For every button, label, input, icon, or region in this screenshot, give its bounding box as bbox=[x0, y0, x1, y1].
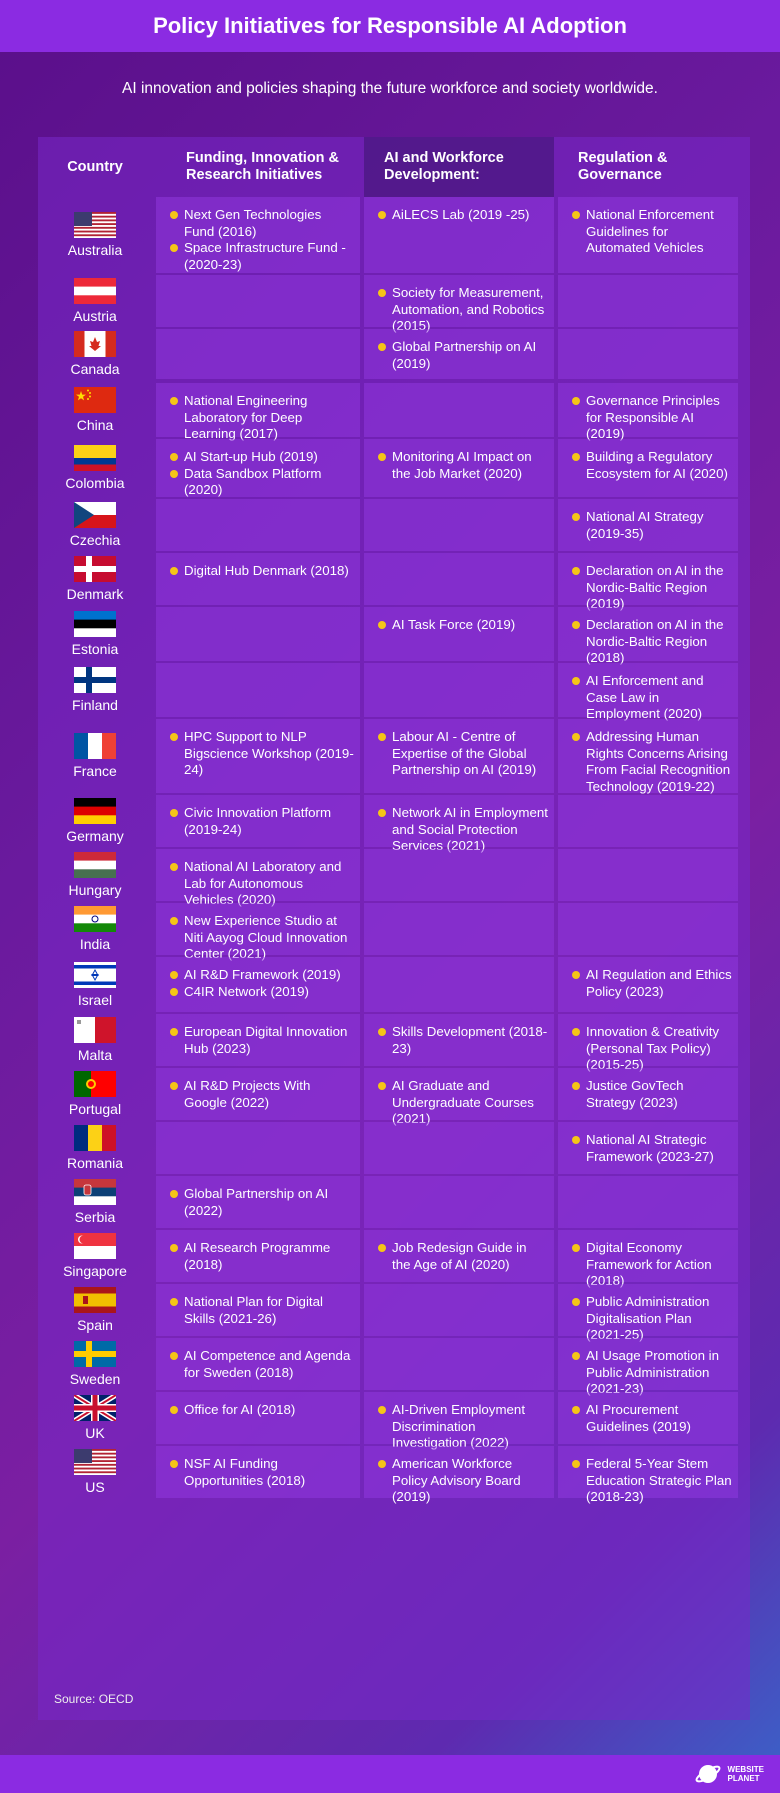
czechia-flag-icon bbox=[74, 502, 116, 528]
list-item: Skills Development (2018-23) bbox=[378, 1024, 548, 1057]
list-item: AI Procurement Guidelines (2019) bbox=[572, 1402, 732, 1435]
list-item: AI Research Programme (2018) bbox=[170, 1240, 354, 1273]
funding-cell bbox=[156, 499, 360, 551]
workforce-cell bbox=[364, 383, 554, 437]
funding-cell bbox=[156, 1338, 360, 1390]
regulation-cell bbox=[558, 553, 738, 611]
country-name: US bbox=[85, 1479, 105, 1495]
country-cell bbox=[38, 719, 152, 793]
table-body bbox=[38, 137, 750, 1720]
list-item: New Experience Studio at Niti Aayog Cloud Innovation Center (2021) bbox=[170, 913, 354, 963]
funding-cell bbox=[156, 719, 360, 793]
table-row bbox=[38, 1446, 750, 1504]
list-item: Building a Regulatory Ecosystem for AI (2020) bbox=[572, 449, 732, 482]
country-cell bbox=[38, 383, 152, 437]
austria-flag-icon bbox=[74, 278, 116, 304]
country-name: Germany bbox=[66, 828, 124, 844]
workforce-cell bbox=[364, 1284, 554, 1336]
list-item: Declaration on AI in the Nordic-Baltic Region (2019) bbox=[572, 563, 732, 613]
workforce-cell bbox=[364, 607, 554, 661]
workforce-cell bbox=[364, 1014, 554, 1066]
country-name: Romania bbox=[66, 1155, 124, 1171]
list-item: AI Competence and Agenda for Sweden (2018) bbox=[170, 1348, 354, 1381]
list-item: Federal 5-Year Stem Education Strategic Plan (2018-23) bbox=[572, 1456, 732, 1506]
list-item: AI Usage Promotion in Public Administration (2021-23) bbox=[572, 1348, 732, 1398]
country-cell bbox=[38, 795, 152, 847]
regulation-cell bbox=[558, 275, 738, 327]
list-item: Network AI in Employment and Social Protection Services (2021) bbox=[378, 805, 548, 855]
funding-cell bbox=[156, 329, 360, 379]
table-row bbox=[38, 903, 750, 961]
list-item: Public Administration Digitalisation Plan (2021-25) bbox=[572, 1294, 732, 1344]
table-row bbox=[38, 663, 750, 721]
workforce-cell bbox=[364, 329, 554, 379]
country-cell bbox=[38, 607, 152, 661]
country-name: Portugal bbox=[68, 1101, 122, 1117]
table-row bbox=[38, 795, 750, 853]
country-name: Sweden bbox=[69, 1371, 121, 1387]
country-name: China bbox=[76, 417, 114, 433]
list-item: National Enforcement Guidelines for Automated Vehicles bbox=[572, 207, 732, 257]
singapore-flag-icon bbox=[74, 1233, 116, 1259]
list-item: Society for Measurement, Automation, and Robotics (2015) bbox=[378, 285, 548, 335]
country-cell bbox=[38, 957, 152, 1012]
list-item: Digital Hub Denmark (2018) bbox=[170, 563, 354, 580]
list-item: National AI Strategy (2019-35) bbox=[572, 509, 732, 542]
country-cell bbox=[38, 1068, 152, 1120]
country-cell bbox=[38, 553, 152, 605]
list-item: AI R&D Framework (2019) bbox=[170, 967, 354, 984]
sweden-flag-icon bbox=[74, 1341, 116, 1367]
funding-cell bbox=[156, 383, 360, 441]
country-cell bbox=[38, 329, 152, 379]
israel-flag-icon bbox=[74, 962, 116, 988]
list-item: National Plan for Digital Skills (2021-26) bbox=[170, 1294, 354, 1327]
germany-flag-icon bbox=[74, 798, 116, 824]
footer-bar bbox=[0, 1755, 780, 1793]
list-item: Governance Principles for Responsible AI (2019) bbox=[572, 393, 732, 443]
table-row bbox=[38, 329, 750, 379]
workforce-cell bbox=[364, 1122, 554, 1174]
country-cell bbox=[38, 439, 152, 497]
country-name: France bbox=[73, 763, 117, 779]
table-row bbox=[38, 1176, 750, 1228]
list-item: Innovation & Creativity (Personal Tax Policy) (2015-25) bbox=[572, 1024, 732, 1074]
country-name: Czechia bbox=[69, 532, 121, 548]
funding-cell bbox=[156, 1176, 360, 1228]
table-row bbox=[38, 1230, 750, 1288]
funding-cell bbox=[156, 663, 360, 717]
workforce-cell bbox=[364, 663, 554, 717]
list-item: Civic Innovation Platform (2019-24) bbox=[170, 805, 354, 838]
workforce-cell bbox=[364, 1338, 554, 1390]
funding-cell bbox=[156, 553, 360, 605]
list-item: C4IR Network (2019) bbox=[170, 984, 354, 1001]
regulation-cell bbox=[558, 1392, 738, 1444]
header-funding: Funding, Innovation & Research Initiatives bbox=[186, 150, 340, 183]
list-item: Justice GovTech Strategy (2023) bbox=[572, 1078, 732, 1111]
list-item: NSF AI Funding Opportunities (2018) bbox=[170, 1456, 354, 1489]
title-bar bbox=[0, 0, 780, 52]
regulation-cell bbox=[558, 329, 738, 379]
workforce-cell bbox=[364, 1392, 554, 1450]
regulation-cell bbox=[558, 1014, 738, 1072]
list-item: Digital Economy Framework for Action (2018) bbox=[572, 1240, 732, 1290]
country-name: Denmark bbox=[66, 586, 124, 602]
country-cell bbox=[38, 663, 152, 717]
list-item: HPC Support to NLP Bigscience Workshop (2019-24) bbox=[170, 729, 354, 779]
denmark-flag-icon bbox=[74, 556, 116, 582]
regulation-cell bbox=[558, 439, 738, 497]
funding-cell bbox=[156, 849, 360, 907]
workforce-cell bbox=[364, 553, 554, 605]
regulation-cell bbox=[558, 1176, 738, 1228]
workforce-cell bbox=[364, 499, 554, 551]
regulation-cell bbox=[558, 1122, 738, 1174]
list-item: AiLECS Lab (2019 -25) bbox=[378, 207, 548, 224]
country-cell bbox=[38, 499, 152, 551]
funding-cell bbox=[156, 795, 360, 847]
table-row bbox=[38, 1014, 750, 1072]
list-item: Office for AI (2018) bbox=[170, 1402, 354, 1419]
list-item: Space Infrastructure Fund - (2020-23) bbox=[170, 240, 354, 273]
regulation-cell bbox=[558, 957, 738, 1012]
country-name: Hungary bbox=[68, 882, 122, 898]
funding-cell bbox=[156, 903, 360, 961]
table-row bbox=[38, 849, 750, 907]
workforce-cell bbox=[364, 1230, 554, 1282]
table-row bbox=[38, 499, 750, 551]
list-item: Labour AI - Centre of Expertise of the Global Partnership on AI (2019) bbox=[378, 729, 548, 779]
list-item: Addressing Human Rights Concerns Arising From Facial Recognition Technology (2019-22) bbox=[572, 729, 732, 795]
workforce-cell bbox=[364, 1176, 554, 1228]
country-cell bbox=[38, 1284, 152, 1336]
list-item: AI-Driven Employment Discrimination Investigation (2022) bbox=[378, 1402, 548, 1452]
list-item: Monitoring AI Impact on the Job Market (2020) bbox=[378, 449, 548, 482]
regulation-cell bbox=[558, 663, 738, 721]
website-planet-logo bbox=[694, 1760, 764, 1788]
country-cell bbox=[38, 1176, 152, 1228]
list-item: AI Graduate and Undergraduate Courses (2021) bbox=[378, 1078, 548, 1128]
france-flag-icon bbox=[74, 733, 116, 759]
canada-flag-icon bbox=[74, 331, 116, 357]
list-item: Next Gen Technologies Fund (2016) bbox=[170, 207, 354, 240]
regulation-cell bbox=[558, 1284, 738, 1342]
country-name: Australia bbox=[67, 242, 123, 258]
list-item: Global Partnership on AI (2019) bbox=[378, 339, 548, 372]
country-cell bbox=[38, 1122, 152, 1174]
country-cell bbox=[38, 275, 152, 327]
workforce-cell bbox=[364, 903, 554, 955]
funding-cell bbox=[156, 1230, 360, 1282]
list-item: AI Start-up Hub (2019) bbox=[170, 449, 354, 466]
regulation-cell bbox=[558, 1338, 738, 1396]
us-flag-icon bbox=[74, 1449, 116, 1475]
funding-cell bbox=[156, 197, 360, 273]
list-item: National AI Laboratory and Lab for Autonomous Vehicles (2020) bbox=[170, 859, 354, 909]
logo-text: WEBSITE PLANET bbox=[727, 1765, 764, 1783]
country-name: Singapore bbox=[63, 1263, 127, 1279]
workforce-cell bbox=[364, 275, 554, 333]
funding-cell bbox=[156, 439, 360, 497]
country-name: Canada bbox=[70, 361, 120, 377]
funding-cell bbox=[156, 1014, 360, 1066]
funding-cell bbox=[156, 1392, 360, 1444]
page-title: Policy Initiatives for Responsible AI Adoption bbox=[153, 13, 627, 38]
workforce-cell bbox=[364, 719, 554, 793]
country-cell bbox=[38, 1392, 152, 1444]
country-cell bbox=[38, 903, 152, 955]
funding-cell bbox=[156, 957, 360, 1012]
list-item: National Engineering Laboratory for Deep Learning (2017) bbox=[170, 393, 354, 443]
country-name: Serbia bbox=[74, 1209, 116, 1225]
finland-flag-icon bbox=[74, 667, 116, 693]
workforce-cell bbox=[364, 849, 554, 901]
table-row bbox=[38, 1338, 750, 1396]
workforce-cell bbox=[364, 795, 554, 853]
serbia-flag-icon bbox=[74, 1179, 116, 1205]
regulation-cell bbox=[558, 499, 738, 551]
country-name: India bbox=[79, 936, 111, 952]
list-item: Job Redesign Guide in the Age of AI (2020) bbox=[378, 1240, 548, 1273]
china-flag-icon bbox=[74, 387, 116, 413]
country-name: UK bbox=[85, 1425, 105, 1441]
table-row bbox=[38, 1392, 750, 1450]
table-row bbox=[38, 719, 750, 793]
list-item: Declaration on AI in the Nordic-Baltic Region (2018) bbox=[572, 617, 732, 667]
header-workforce: AI and Workforce Development: bbox=[364, 137, 554, 197]
regulation-cell bbox=[558, 903, 738, 955]
australia-flag-icon bbox=[74, 212, 116, 238]
list-item: AI R&D Projects With Google (2022) bbox=[170, 1078, 354, 1111]
regulation-cell bbox=[558, 383, 738, 441]
table-row bbox=[38, 957, 750, 1012]
romania-flag-icon bbox=[74, 1125, 116, 1151]
source-note: Source: OECD bbox=[54, 1692, 134, 1706]
header-regulation: Regulation & Governance bbox=[578, 150, 668, 183]
country-name: Israel bbox=[77, 991, 113, 1008]
country-name: Estonia bbox=[71, 641, 119, 657]
india-flag-icon bbox=[74, 906, 116, 932]
workforce-cell bbox=[364, 1446, 554, 1504]
regulation-cell bbox=[558, 1230, 738, 1288]
country-cell bbox=[38, 197, 152, 273]
workforce-cell bbox=[364, 439, 554, 497]
list-item: European Digital Innovation Hub (2023) bbox=[170, 1024, 354, 1057]
country-name: Malta bbox=[77, 1047, 113, 1063]
list-item: Global Partnership on AI (2022) bbox=[170, 1186, 354, 1219]
country-cell bbox=[38, 1338, 152, 1390]
policy-table bbox=[38, 137, 750, 1720]
table-row bbox=[38, 607, 750, 665]
malta-flag-icon bbox=[74, 1017, 116, 1043]
country-cell bbox=[38, 1014, 152, 1066]
regulation-cell bbox=[558, 1446, 738, 1504]
workforce-cell bbox=[364, 197, 554, 273]
table-row bbox=[38, 1284, 750, 1342]
regulation-cell bbox=[558, 607, 738, 665]
funding-cell bbox=[156, 1122, 360, 1174]
uk-flag-icon bbox=[74, 1395, 116, 1421]
table-row bbox=[38, 1068, 750, 1126]
colombia-flag-icon bbox=[74, 445, 116, 471]
planet-logo-icon bbox=[694, 1760, 722, 1788]
funding-cell bbox=[156, 607, 360, 661]
table-row bbox=[38, 439, 750, 497]
workforce-cell bbox=[364, 957, 554, 1012]
funding-cell bbox=[156, 275, 360, 327]
table-row bbox=[38, 553, 750, 611]
funding-cell bbox=[156, 1284, 360, 1336]
regulation-cell bbox=[558, 1068, 738, 1120]
header-country: Country bbox=[67, 158, 123, 175]
list-item: AI Enforcement and Case Law in Employment (2020) bbox=[572, 673, 732, 723]
list-item: American Workforce Policy Advisory Board (2019) bbox=[378, 1456, 548, 1506]
table-row bbox=[38, 275, 750, 333]
page-subtitle: AI innovation and policies shaping the future workforce and society worldwide. bbox=[122, 80, 658, 97]
regulation-cell bbox=[558, 795, 738, 847]
table-row bbox=[38, 1122, 750, 1174]
regulation-cell bbox=[558, 197, 738, 273]
regulation-cell bbox=[558, 719, 738, 793]
table-row bbox=[38, 197, 750, 273]
country-cell bbox=[38, 1446, 152, 1498]
regulation-cell bbox=[558, 849, 738, 901]
country-name: Finland bbox=[72, 697, 118, 713]
hungary-flag-icon bbox=[74, 852, 116, 878]
country-name: Spain bbox=[77, 1317, 113, 1333]
list-item: AI Task Force (2019) bbox=[378, 617, 548, 634]
list-item: Data Sandbox Platform (2020) bbox=[170, 466, 354, 499]
workforce-cell bbox=[364, 1068, 554, 1126]
estonia-flag-icon bbox=[74, 611, 116, 637]
list-item: National AI Strategic Framework (2023-27) bbox=[572, 1132, 732, 1165]
country-cell bbox=[38, 849, 152, 901]
spain-flag-icon bbox=[74, 1287, 116, 1313]
country-name: Austria bbox=[73, 308, 117, 324]
list-item: AI Regulation and Ethics Policy (2023) bbox=[572, 967, 732, 1000]
portugal-flag-icon bbox=[74, 1071, 116, 1097]
country-name: Colombia bbox=[65, 475, 125, 491]
funding-cell bbox=[156, 1446, 360, 1498]
country-cell bbox=[38, 1230, 152, 1282]
table-row bbox=[38, 383, 750, 441]
funding-cell bbox=[156, 1068, 360, 1120]
